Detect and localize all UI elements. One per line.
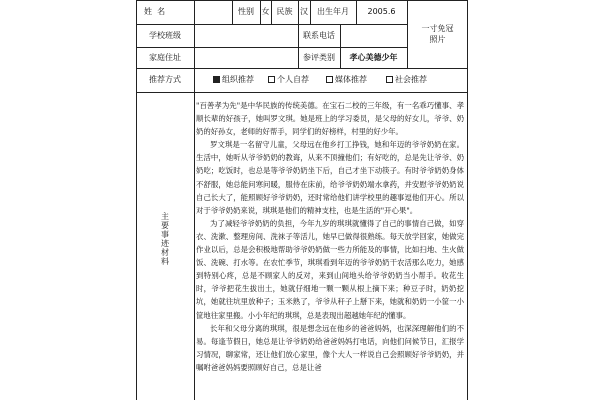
- col-divider: [194, 0, 195, 400]
- deeds-paragraph: 罗文琪是一名留守儿童，父母远在他乡打工挣钱，她和年迈的爷爷奶奶在家。生活中，她听从爷爷奶奶的教诲，从来不顶撞他们；有好吃的，总是先让爷爷、奶奶吃；吃饭时，也总是等爷爷奶奶坐下后，自己才坐下动筷子。有时爷爷奶奶身体不舒服，她总能问寒问暖，服侍在床前，给爷爷奶奶端水拿药，并安慰爷爷奶奶说自己长大了，能照顾好爷爷奶奶，还时常给他们讲学校里的趣事逗他们开心。所以对于爷爷奶奶来说，琪琪是他们的精神支柱，也是生活的"开心果"。: [196, 140, 464, 215]
- row-divider: [136, 47, 407, 48]
- gender-label: 性别: [238, 7, 254, 16]
- row-divider: [136, 0, 468, 1]
- recommend-option-label: 组织推荐: [222, 75, 254, 84]
- checkbox-icon: [268, 76, 275, 83]
- birth-value: 2005.6: [367, 7, 396, 16]
- deeds-label: 主 要 事 迹 材 料: [161, 212, 169, 266]
- recommend-option-society[interactable]: [386, 75, 427, 85]
- deeds-paragraph: "百善孝为先"是中华民族的传统美德。在宝石二校的三年级，有一名乖巧懂事、孝顺长辈的好孩子，她叫罗文琪。她是班上的学习委员，是父母的好女儿，爷爷、奶奶的好孙女，老师的好帮手，同学们的好榜样，村里的好少年。: [196, 101, 464, 137]
- category-value: 孝心美德少年: [349, 53, 398, 62]
- row-divider: [136, 68, 468, 69]
- birth-label: 出生年月: [317, 7, 349, 16]
- name-label: 姓 名: [144, 7, 166, 16]
- photo-placeholder: 一寸免冠 照片: [421, 24, 454, 44]
- ethnicity-label: 民族: [276, 7, 293, 16]
- recommend-option-self[interactable]: [268, 75, 309, 85]
- category-label: 参评类别: [303, 53, 335, 62]
- row-divider: [136, 92, 468, 93]
- address-label: 家庭住址: [149, 53, 181, 62]
- gender-value: 女: [261, 7, 270, 16]
- recommend-option-label: 个人自荐: [277, 75, 309, 84]
- deeds-paragraph: 长年和父母分离的琪琪，很是想念远在他乡的爸爸妈妈，也深深理解他们的不易。每逢节假日，她总是让爷爷奶奶给爸爸妈妈打电话，向他们问候节日，汇报学习情况，聊家常，还让他们放心家里，像个大人一样说自己会照顾好爷爷奶奶，并嘱咐爸爸妈妈要照顾好自己，总是让爸: [196, 323, 464, 372]
- recommend-option-label: 媒体推荐: [335, 75, 367, 84]
- checkbox-checked-icon: [213, 76, 220, 83]
- deeds-text: [196, 99, 464, 400]
- recommend-option-label: 社会推荐: [395, 75, 427, 84]
- recommend-option-media[interactable]: [326, 75, 367, 85]
- recommend-label: 推荐方式: [149, 75, 181, 84]
- deeds-paragraph: 为了减轻爷爷奶奶的负担，今年九岁的琪琪就懂得了自己的事情自己做，如穿衣、洗漱、整理房间、洗袜子等活儿，她早已做得很熟练。每天放学回家，她做完作业以后，总是会积极地帮助爷爷奶奶做一些力所能及的事情，比如扫地、生火做饭、洗碗、打水等。在农忙季节，琪琪看到年迈的爷爷奶奶干农活那么吃力，她感到特别心疼，总是不顾家人的反对，来到山间地头给爷爷奶奶当小帮手。收花生时，爷爷把花生拔出土，她就仔细地一颗一颗从根上摘下来；种豆子时，奶奶挖坑，她就往坑里放种子；玉米熟了，爷爷从秆子上掰下来，她就和奶奶一小筐一小筐地往家里搬。小小年纪的琪琪，总是表现出超越她年纪的懂事。: [196, 218, 464, 320]
- recommend-option-org[interactable]: [213, 75, 254, 85]
- row-divider: [136, 24, 407, 25]
- school-label: 学校班级: [149, 31, 181, 40]
- checkbox-icon: [386, 76, 393, 83]
- checkbox-icon: [326, 76, 333, 83]
- phone-label: 联系电话: [303, 31, 335, 40]
- ethnicity-value: 汉: [300, 7, 308, 16]
